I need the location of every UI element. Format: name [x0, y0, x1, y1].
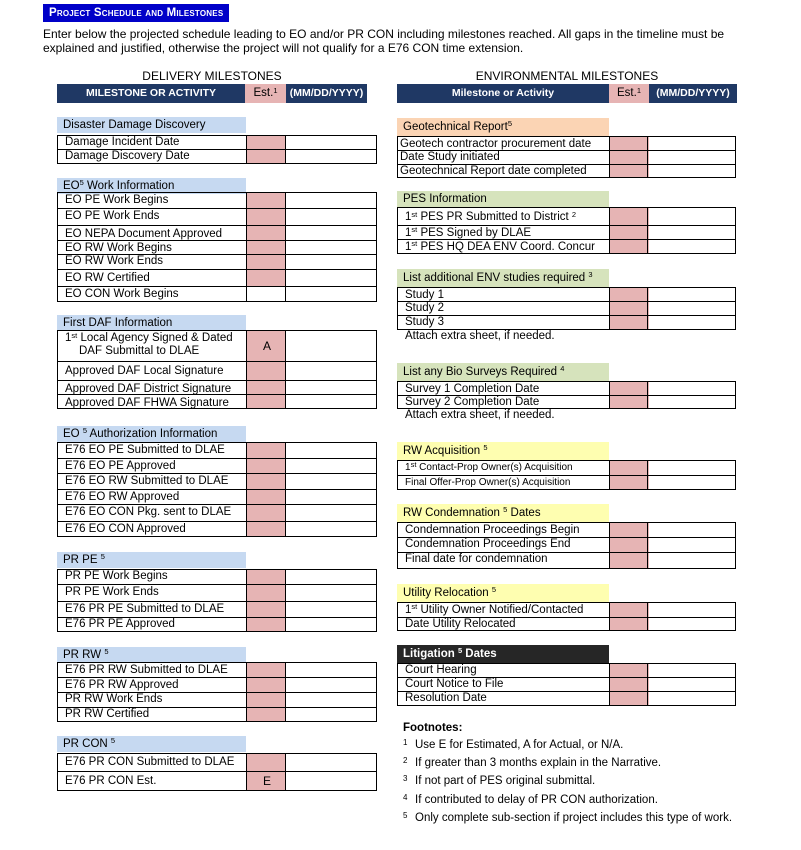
table-row[interactable]: Geotechnical Report date completed — [397, 164, 736, 178]
footnotes-title: Footnotes: — [403, 722, 463, 734]
section-head: List any Bio Surveys Required $^4$ — [397, 363, 609, 381]
section-head: First DAF Information — [57, 315, 246, 331]
table-row[interactable]: E76 PR PE Approved — [57, 617, 377, 632]
est-value: E — [262, 774, 271, 788]
section-head: $EO^5$ Work Information — [57, 178, 246, 194]
table-row[interactable]: EO RW Work Ends — [57, 254, 377, 269]
table-row[interactable]: PR PE Work Begins — [57, 569, 377, 584]
table-row[interactable]: Survey 1 Completion Date — [397, 381, 736, 395]
page-title: Project Schedule and Milestones — [43, 4, 229, 22]
table-row[interactable]: E76 EO PE Approved — [57, 458, 377, 473]
table-row[interactable]: 1st Contact-Prop Owner(s) Acquisition — [397, 460, 736, 475]
attach-note: Attach extra sheet, if needed. — [405, 409, 555, 421]
table-row[interactable]: 1st Local Agency Signed & Dated DAF Submittal to DLAE A — [57, 330, 377, 361]
table-row[interactable]: Study 1 — [397, 287, 736, 301]
table-row[interactable]: Damage Incident Date — [57, 135, 377, 149]
env-est-header: Est.$^1$ — [609, 84, 649, 103]
table-row[interactable]: Date Utility Relocated — [397, 617, 736, 631]
table-row[interactable]: EO PE Work Begins — [57, 192, 377, 208]
table-row[interactable]: E76 PR RW Approved — [57, 677, 377, 692]
table-row[interactable]: 1st PES PR Submitted to District $^2$ — [397, 207, 736, 225]
section-head: PES Information — [397, 191, 609, 207]
footnote-2: 2 If greater than 3 months explain in the Narrative. — [403, 756, 662, 769]
table-row[interactable]: Survey 2 Completion Date — [397, 395, 736, 409]
table-row[interactable]: Study 3 — [397, 315, 736, 330]
section-head: RW Condemnation $^5$ Dates — [397, 504, 609, 522]
environmental-header-bar — [397, 84, 737, 103]
table-row[interactable]: 1st PES Signed by DLAE — [397, 225, 736, 239]
section-head: PR CON $^5$ — [57, 736, 246, 752]
table-row[interactable]: PR RW Work Ends — [57, 692, 377, 707]
table-row[interactable]: E76 EO RW Submitted to DLAE — [57, 473, 377, 489]
table-row[interactable]: EO CON Work Begins — [57, 286, 377, 302]
table-row[interactable]: 1st PES HQ DEA ENV Coord. Concur — [397, 239, 736, 254]
table-row[interactable]: E76 PR CON Est. E — [57, 771, 377, 791]
section-head: Litigation $^5$ Dates — [397, 645, 609, 663]
table-row[interactable]: E76 EO CON Pkg. sent to DLAE — [57, 504, 377, 521]
section-head: PR RW $^5$ — [57, 647, 246, 663]
table-row[interactable]: Court Hearing — [397, 663, 736, 677]
table-row[interactable]: Final Offer-Prop Owner(s) Acquisition — [397, 475, 736, 490]
section-head: Geotechnical Report$^5$ — [397, 118, 609, 136]
intro-text: Enter below the projected schedule leading to EO and/or PR CON including milestones reached. All gaps in the timeline must be explained and justified, otherwise the project will not qualify for a E76 CON time extension. — [43, 27, 725, 55]
section-head: RW Acquisition $^5$ — [397, 442, 609, 460]
table-row[interactable]: E76 PR RW Submitted to DLAE — [57, 662, 377, 677]
delivery-date-header: (MM/DD/YYYY) — [289, 87, 364, 99]
section-head: Utility Relocation $^5$ — [397, 584, 609, 602]
table-row[interactable]: 1st Utility Owner Notified/Contacted — [397, 602, 736, 617]
table-row[interactable]: Date Study initiated — [397, 150, 736, 164]
delivery-header-bar — [57, 84, 367, 103]
table-row[interactable]: E76 EO RW Approved — [57, 489, 377, 504]
table-row[interactable]: Geotech contractor procurement date — [397, 136, 736, 150]
table-row[interactable]: EO NEPA Document Approved — [57, 225, 377, 240]
delivery-activity-header: MILESTONE OR ACTIVITY — [85, 87, 217, 99]
table-row[interactable]: Approved DAF Local Signature — [57, 361, 377, 380]
table-row[interactable]: Resolution Date — [397, 691, 736, 706]
table-row[interactable]: Court Notice to File — [397, 677, 736, 691]
table-row[interactable]: E76 EO CON Approved — [57, 521, 377, 537]
footnote-5: 5 Only complete sub-section if project includes this type of work. — [403, 811, 733, 824]
footnote-3: 3 If not part of PES original submittal. — [403, 774, 596, 787]
section-head: PR PE $^5$ — [57, 552, 246, 568]
env-activity-header: Milestone or Activity — [451, 87, 555, 99]
section-head: List additional ENV studies required $^3$ — [397, 269, 609, 287]
table-row[interactable]: EO RW Certified — [57, 269, 377, 286]
table-row[interactable]: Approved DAF FHWA Signature — [57, 394, 377, 409]
table-row[interactable]: Approved DAF District Signature — [57, 380, 377, 394]
est-value: A — [262, 339, 271, 353]
delivery-est-header: Est.$^1$ — [245, 84, 286, 103]
table-row[interactable]: PR RW Certified — [57, 707, 377, 722]
section-head: EO $^5$ Authorization Information — [57, 426, 246, 442]
table-row[interactable]: E76 EO PE Submitted to DLAE — [57, 442, 377, 458]
delivery-milestones-title: DELIVERY MILESTONES — [142, 69, 282, 83]
footnote-1: 1 Use E for Estimated, A for Actual, or N/A. — [403, 738, 624, 751]
environmental-milestones-title: ENVIRONMENTAL MILESTONES — [475, 69, 659, 83]
table-row[interactable]: Condemnation Proceedings Begin — [397, 522, 736, 537]
env-date-header: (MM/DD/YYYY) — [656, 87, 730, 99]
table-row[interactable]: EO PE Work Ends — [57, 208, 377, 225]
table-row[interactable]: E76 PR PE Submitted to DLAE — [57, 601, 377, 617]
table-row[interactable]: E76 PR CON Submitted to DLAE — [57, 753, 377, 771]
table-row[interactable]: EO RW Work Begins — [57, 240, 377, 254]
section-head: Disaster Damage Discovery — [57, 117, 246, 133]
table-row[interactable]: Study 2 — [397, 301, 736, 315]
attach-note: Attach extra sheet, if needed. — [405, 330, 555, 342]
table-row[interactable]: Damage Discovery Date — [57, 149, 377, 164]
table-row[interactable]: Condemnation Proceedings End — [397, 537, 736, 552]
table-row[interactable]: PR PE Work Ends — [57, 584, 377, 601]
footnote-4: 4 If contributed to delay of PR CON authorization. — [403, 793, 658, 806]
table-row[interactable]: Final date for condemnation — [397, 552, 736, 569]
